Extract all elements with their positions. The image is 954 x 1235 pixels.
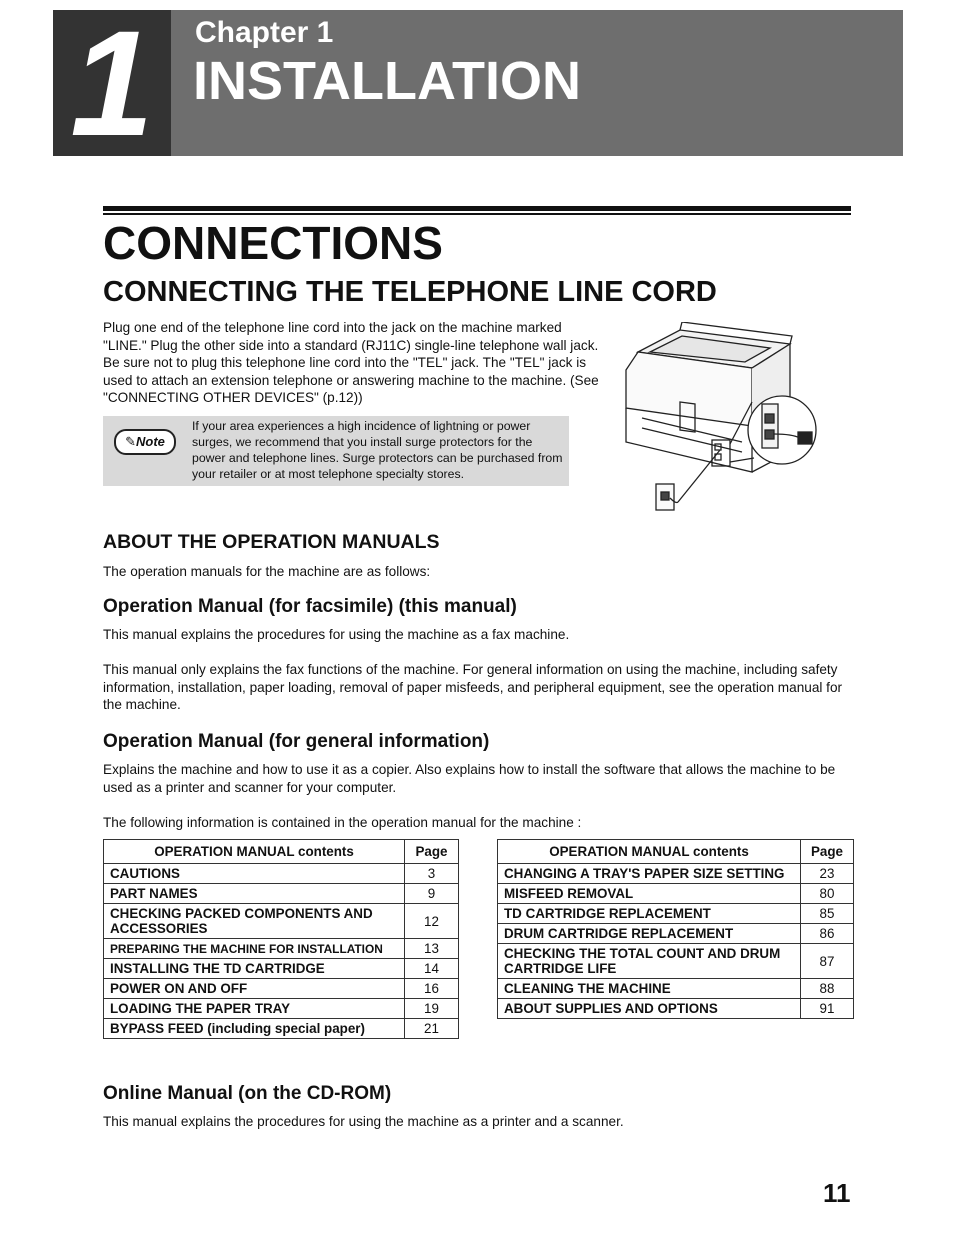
table-cell-page: 86 <box>801 924 854 944</box>
section-rule-thin <box>103 213 851 215</box>
table-cell-page: 12 <box>405 904 459 939</box>
pencil-icon: ✎ <box>125 434 136 449</box>
table-cell-page: 13 <box>405 939 459 959</box>
table-cell-page: 85 <box>801 904 854 924</box>
table-cell-page: 91 <box>801 999 854 1019</box>
table-cell-content: PART NAMES <box>104 884 405 904</box>
table-cell-page: 23 <box>801 864 854 884</box>
table-cell-content: CAUTIONS <box>104 864 405 884</box>
table-cell-content: MISFEED REMOVAL <box>498 884 801 904</box>
chapter-number: 1 <box>53 10 171 156</box>
table-cell-page: 19 <box>405 999 459 1019</box>
table-row <box>104 904 459 939</box>
subsection-title: CONNECTING THE TELEPHONE LINE CORD <box>103 276 717 308</box>
table-row <box>104 979 459 999</box>
note-badge-label: Note <box>136 434 165 449</box>
section-rule <box>103 206 851 211</box>
table-row <box>498 924 854 944</box>
about-manuals-heading: ABOUT THE OPERATION MANUALS <box>103 531 440 553</box>
table-header-page: Page <box>801 840 854 864</box>
general-manual-heading: Operation Manual (for general information) <box>103 731 490 752</box>
table-row <box>498 864 854 884</box>
note-box <box>103 416 569 486</box>
chapter-title: INSTALLATION <box>193 51 581 111</box>
table-row <box>498 944 854 979</box>
intro-paragraph: Plug one end of the telephone line cord into the jack on the machine marked "LINE." Plug the other side into a standard (RJ11C) single-line telephone wall jack. Be sure not to plug this telephone line cord into the "TEL" jack. The "TEL" jack is used to attach an extension telephone or answering machine to the machine. (See "CONNECTING OTHER DEVICES" (p.12)) <box>103 320 599 406</box>
table-row <box>498 979 854 999</box>
table-cell-content: ABOUT SUPPLIES AND OPTIONS <box>498 999 801 1019</box>
table-row <box>498 999 854 1019</box>
online-manual-heading: Online Manual (on the CD-ROM) <box>103 1083 392 1104</box>
fax-manual-text-1: This manual explains the procedures for using the machine as a fax machine. <box>103 627 570 642</box>
table-cell-content: INSTALLING THE TD CARTRIDGE <box>104 959 405 979</box>
table-header-contents: OPERATION MANUAL contents <box>498 840 801 864</box>
table-cell-content: CHECKING PACKED COMPONENTS AND ACCESSORIES <box>104 904 405 939</box>
table-row <box>104 864 459 884</box>
table-cell-page: 16 <box>405 979 459 999</box>
section-title: CONNECTIONS <box>103 217 443 269</box>
table-cell-content: BYPASS FEED (including special paper) <box>104 1019 405 1039</box>
table-cell-page: 14 <box>405 959 459 979</box>
table-header-row <box>104 840 459 864</box>
page-number: 11 <box>823 1178 851 1208</box>
table-row <box>104 884 459 904</box>
table-cell-page: 21 <box>405 1019 459 1039</box>
table-cell-page: 9 <box>405 884 459 904</box>
chapter-label: Chapter 1 <box>195 16 334 49</box>
table-cell-content: DRUM CARTRIDGE REPLACEMENT <box>498 924 801 944</box>
table-row <box>104 1019 459 1039</box>
table-row <box>498 904 854 924</box>
table-cell-page: 88 <box>801 979 854 999</box>
table-cell-page: 87 <box>801 944 854 979</box>
table-header-row <box>498 840 854 864</box>
table-cell-page: 80 <box>801 884 854 904</box>
note-icon <box>114 429 176 455</box>
note-text: If your area experiences a high incidence of lightning or power surges, we recommend that you install surge protectors for the power and telephone lines. Surge protectors can be purchased from your retailer or at most telephone specialty stores. <box>192 419 563 481</box>
table-cell-content: CLEANING THE MACHINE <box>498 979 801 999</box>
fax-machine-line-connection-illustration <box>620 322 826 514</box>
online-manual-text: This manual explains the procedures for using the machine as a printer and a scanner. <box>103 1114 624 1129</box>
table-cell-content: POWER ON AND OFF <box>104 979 405 999</box>
fax-manual-text-2: This manual only explains the fax functions of the machine. For general information on using the machine, including safety information, installation, paper loading, removal of paper misfeeds, and peripheral equipment, see the operation manual for the machine. <box>103 662 843 713</box>
fax-manual-heading: Operation Manual (for facsimile) (this manual) <box>103 596 517 617</box>
table-header-contents: OPERATION MANUAL contents <box>104 840 405 864</box>
table-cell-content: LOADING THE PAPER TRAY <box>104 999 405 1019</box>
table-row <box>498 884 854 904</box>
general-manual-text-1: Explains the machine and how to use it as a copier. Also explains how to install the software that allows the machine to be used as a printer and scanner for your computer. <box>103 762 836 795</box>
contents-table-right <box>497 839 854 1019</box>
contents-table-left <box>103 839 459 1039</box>
table-row <box>104 999 459 1019</box>
chapter-banner <box>53 0 903 167</box>
table-cell-page: 3 <box>405 864 459 884</box>
table-cell-content: TD CARTRIDGE REPLACEMENT <box>498 904 801 924</box>
table-row <box>104 939 459 959</box>
table-cell-content: PREPARING THE MACHINE FOR INSTALLATION <box>104 939 405 959</box>
table-cell-content: CHANGING A TRAY'S PAPER SIZE SETTING <box>498 864 801 884</box>
general-manual-text-2: The following information is contained in the operation manual for the machine : <box>103 815 582 830</box>
table-cell-content: CHECKING THE TOTAL COUNT AND DRUM CARTRIDGE LIFE <box>498 944 801 979</box>
about-manuals-text: The operation manuals for the machine are as follows: <box>103 564 431 579</box>
table-row <box>104 959 459 979</box>
table-header-page: Page <box>405 840 459 864</box>
